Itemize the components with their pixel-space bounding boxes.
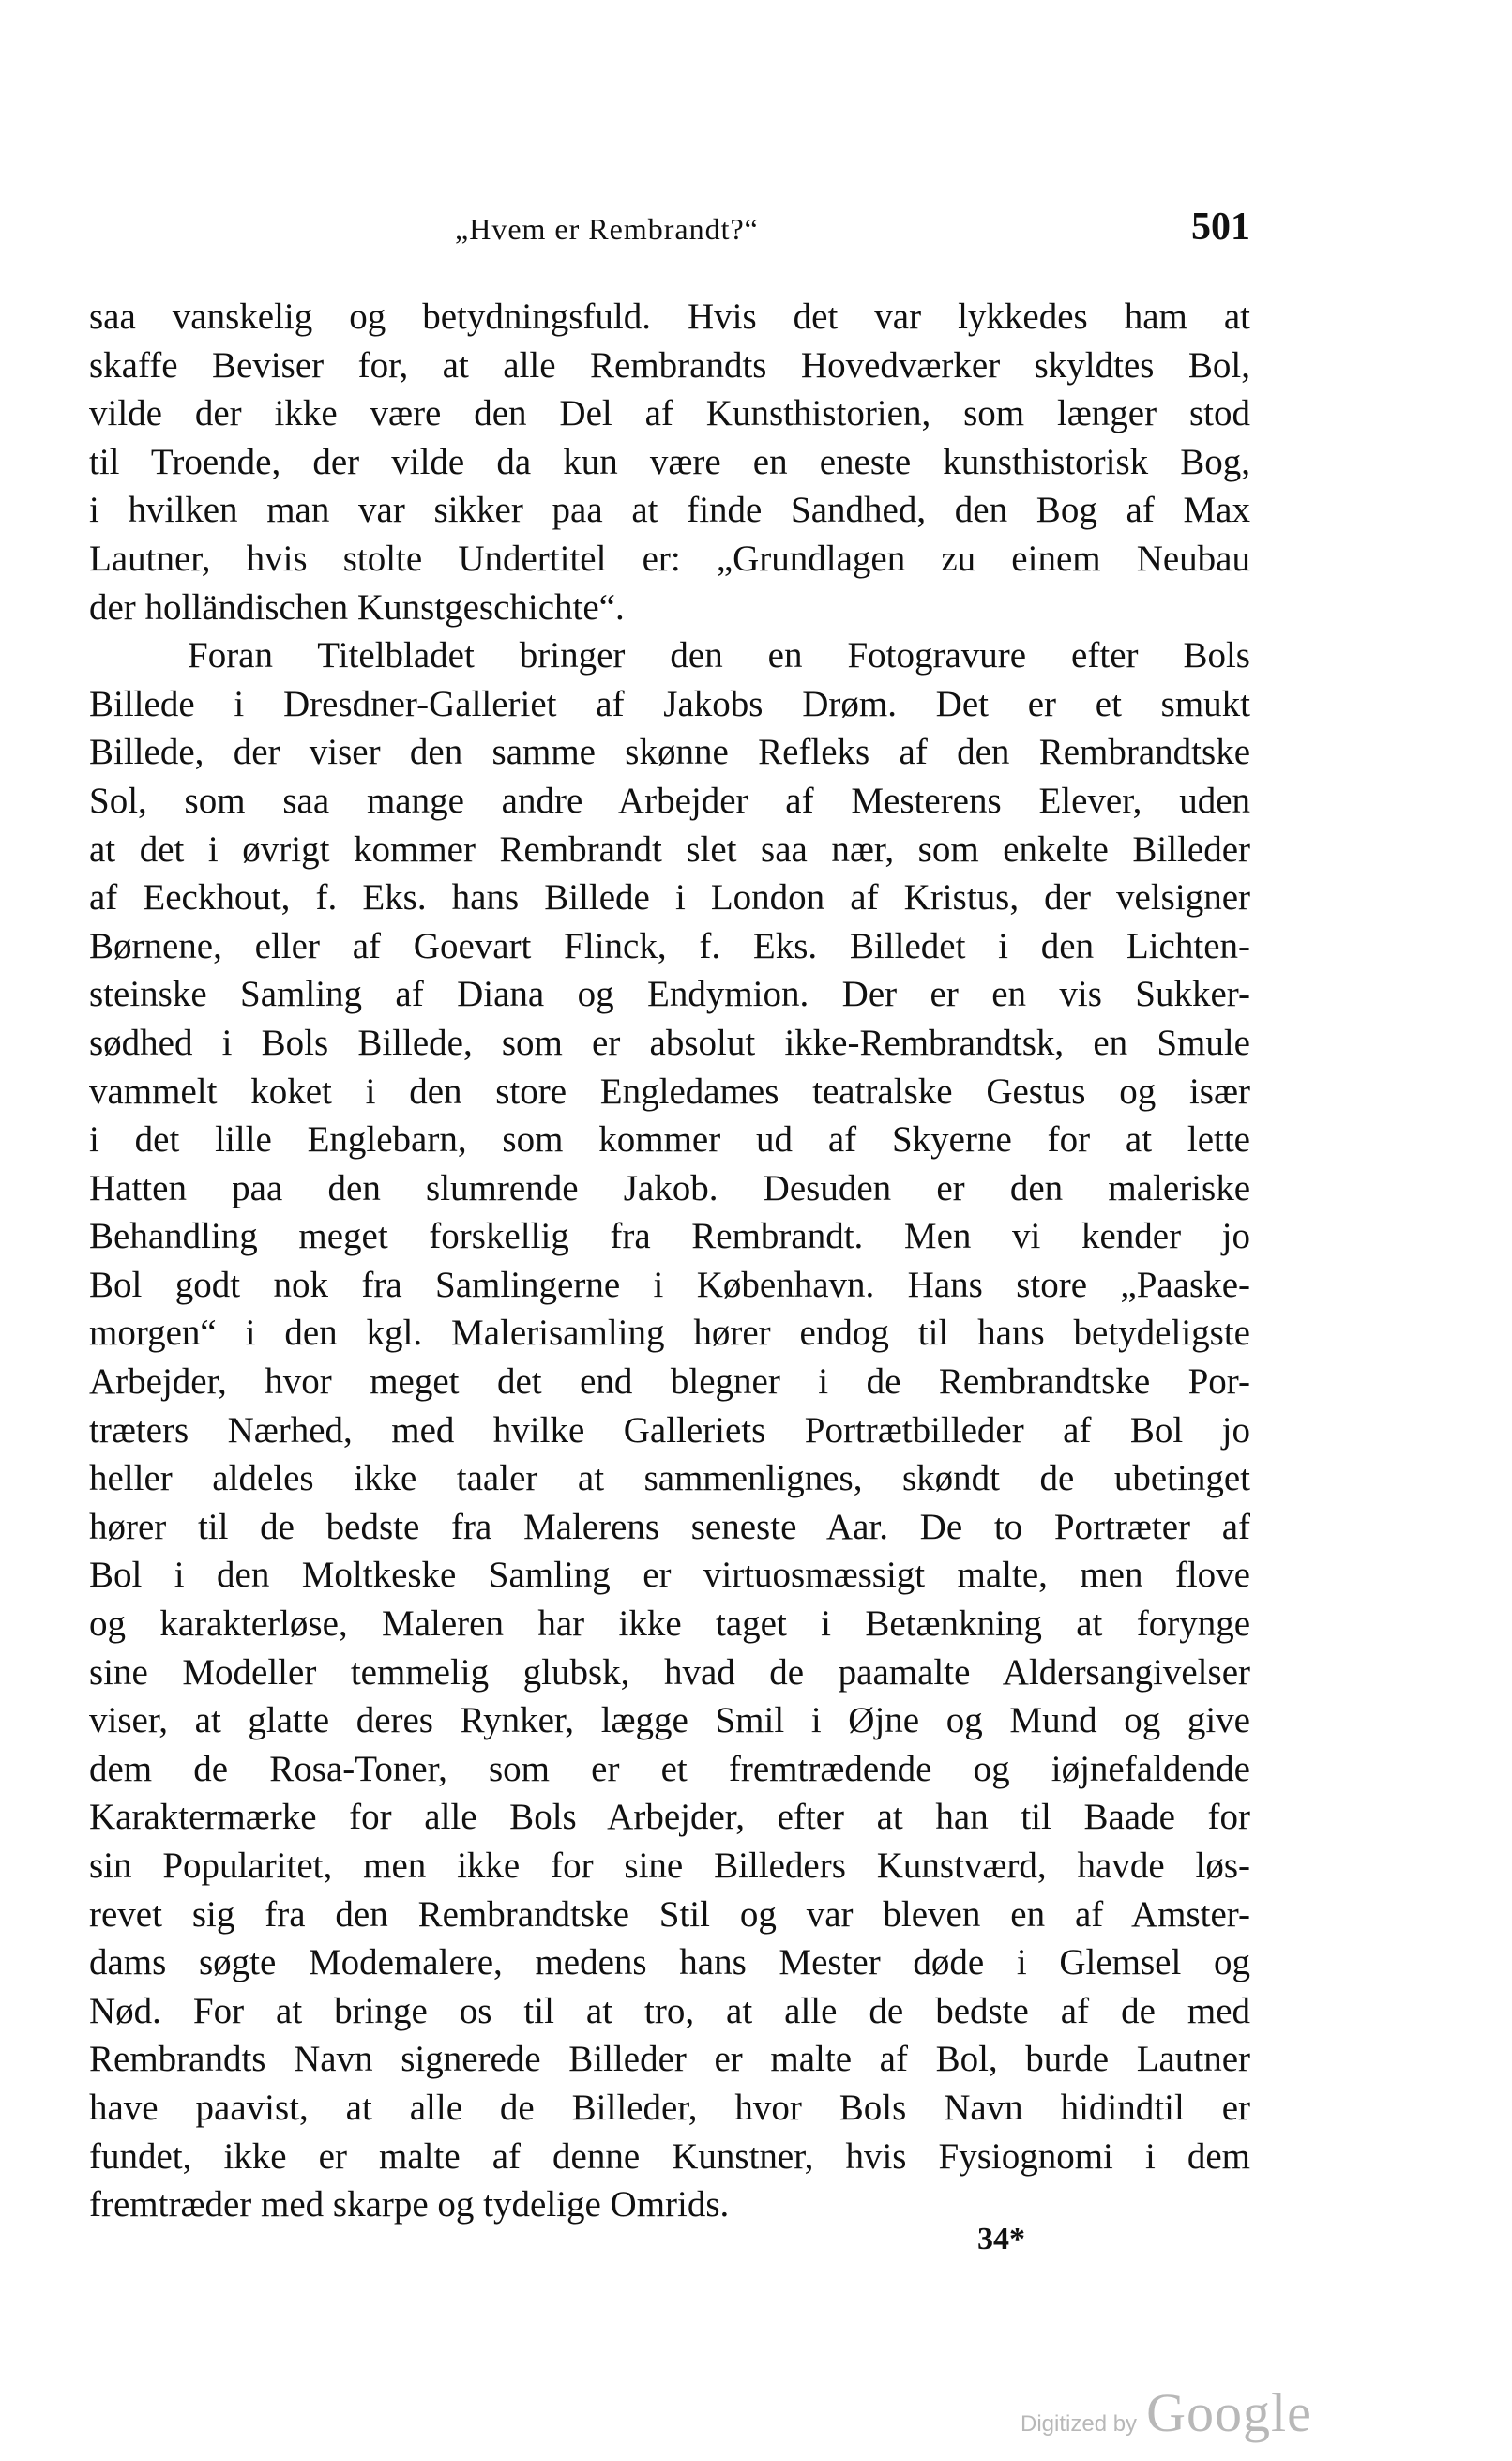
text-line: at det i øvrigt kommer Rembrandt slet saa nær, som enkelte Billeder bbox=[89, 828, 1250, 870]
text-line: Arbejder, hvor meget det end blegner i de Rembrandtske Por- bbox=[89, 1361, 1250, 1403]
text-line: i hvilken man var sikker paa at finde Sandhed, den Bog af Max bbox=[89, 490, 1250, 531]
text-line: steinske Samling af Diana og Endymion. Der er en vis Sukker- bbox=[89, 974, 1250, 1015]
text-line: viser, at glatte deres Rynker, lægge Smil i Øjne og Mund og give bbox=[89, 1700, 1250, 1741]
text-line: sødhed i Bols Billede, som er absolut ikke-Rembrandtsk, en Smule bbox=[89, 1022, 1250, 1063]
text-line: vilde der ikke være den Del af Kunsthistorien, som længer stod bbox=[89, 393, 1250, 434]
text-line: skaffe Beviser for, at alle Rembrandts Hovedværker skyldtes Bol, bbox=[89, 344, 1250, 386]
watermark-brand: Google bbox=[1146, 2382, 1312, 2443]
text-line: dams søgte Modemalere, medens hans Mester døde i Glemsel og bbox=[89, 1942, 1250, 1983]
text-line: Bol i den Moltkeske Samling er virtuosmæssigt malte, men flove bbox=[89, 1555, 1250, 1596]
text-line: sine Modeller temmelig glubsk, hvad de paamalte Aldersangivelser bbox=[89, 1651, 1250, 1693]
page-number: 501 bbox=[1191, 205, 1250, 249]
text-line: Nød. For at bringe os til at tro, at alle de bedste af de med bbox=[89, 1990, 1250, 2031]
body-text bbox=[89, 293, 1250, 2229]
text-line: Billede, der viser den samme skønne Refleks af den Rembrandtske bbox=[89, 732, 1250, 773]
text-line: sin Popularitet, men ikke for sine Billeders Kunstværd, havde løs- bbox=[89, 1846, 1250, 1886]
text-line: Foran Titelbladet bringer den en Fotogravure efter Bols bbox=[188, 635, 1250, 676]
text-line: fundet, ikke er malte af denne Kunstner, hvis Fysiognomi i dem bbox=[89, 2135, 1250, 2177]
text-line: til Troende, der vilde da kun være en eneste kunsthistorisk Bog, bbox=[89, 441, 1250, 482]
text-line: Sol, som saa mange andre Arbejder af Mesterens Elever, uden bbox=[89, 780, 1250, 821]
text-line: Lautner, hvis stolte Undertitel er: „Grundlagen zu einem Neubau bbox=[89, 538, 1250, 579]
page-header bbox=[89, 205, 1250, 261]
running-title: „Hvem er Rembrandt?“ bbox=[455, 212, 759, 246]
text-line: Hatten paa den slumrende Jakob. Desuden er den maleriske bbox=[89, 1167, 1250, 1208]
text-line: revet sig fra den Rembrandtske Stil og var bleven en af Amster- bbox=[89, 1893, 1250, 1935]
text-line: Rembrandts Navn signerede Billeder er malte af Bol, burde Lautner bbox=[89, 2039, 1250, 2080]
text-line: fremtræder med skarpe og tydelige Omrids. bbox=[89, 2184, 730, 2226]
text-line: heller aldeles ikke taaler at sammenlignes, skøndt de ubetinget bbox=[89, 1458, 1250, 1499]
text-line: have paavist, at alle de Billeder, hvor Bols Navn hidindtil er bbox=[89, 2087, 1250, 2128]
text-line: og karakterløse, Maleren har ikke taget i Betænkning at forynge bbox=[89, 1603, 1250, 1645]
text-line: vammelt koket i den store Engledames teatralske Gestus og især bbox=[89, 1071, 1250, 1112]
text-line: der holländischen Kunstgeschichte“. bbox=[89, 586, 625, 628]
text-line: Karaktermærke for alle Bols Arbejder, efter at han til Baade for bbox=[89, 1797, 1250, 1838]
text-line: Billede i Dresdner-Galleriet af Jakobs Drøm. Det er et smukt bbox=[89, 683, 1250, 724]
text-line: i det lille Englebarn, som kommer ud af Skyerne for at lette bbox=[89, 1119, 1250, 1161]
text-line: Behandling meget forskellig fra Rembrandt. Men vi kender jo bbox=[89, 1216, 1250, 1257]
text-line: Bol godt nok fra Samlingerne i København. Hans store „Paaske- bbox=[89, 1264, 1250, 1305]
text-line: Børnene, eller af Goevart Flinck, f. Eks. Billedet i den Lichten- bbox=[89, 925, 1250, 966]
google-watermark bbox=[1021, 2381, 1312, 2443]
text-line: af Eeckhout, f. Eks. hans Billede i London af Kristus, der velsigner bbox=[89, 877, 1250, 919]
signature-mark: 34* bbox=[977, 2222, 1025, 2256]
text-line: saa vanskelig og betydningsfuld. Hvis det var lykkedes ham at bbox=[89, 296, 1250, 337]
watermark-prefix: Digitized by bbox=[1021, 2411, 1138, 2437]
text-line: morgen“ i den kgl. Malerisamling hører endog til hans betydeligste bbox=[89, 1313, 1250, 1354]
text-line: træters Nærhed, med hvilke Galleriets Portrætbilleder af Bol jo bbox=[89, 1409, 1250, 1451]
text-line: hører til de bedste fra Malerens seneste Aar. De to Portræter af bbox=[89, 1506, 1250, 1547]
text-line: dem de Rosa-Toner, som er et fremtrædende og iøjnefaldende bbox=[89, 1748, 1250, 1789]
